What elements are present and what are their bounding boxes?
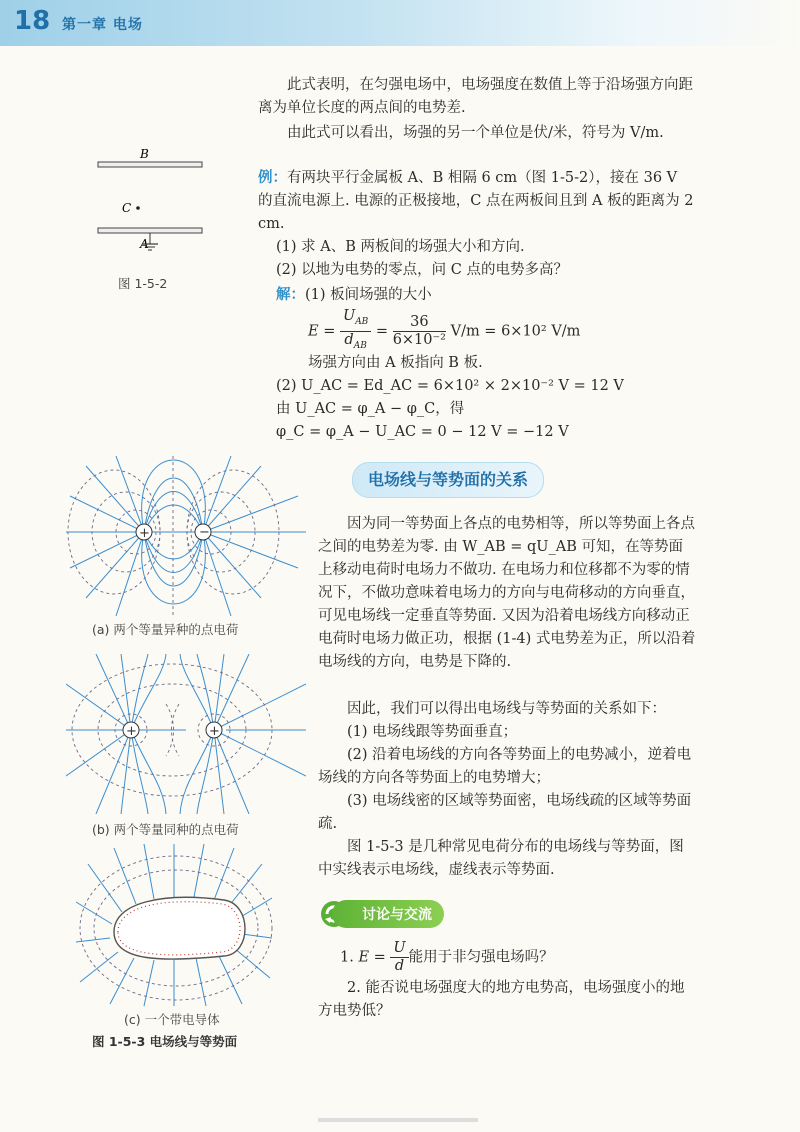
figure-c-caption: (c) 一个带电导体 — [124, 1012, 220, 1027]
section-paragraph-3: 图 1-5-3 是几种常见电荷分布的电场线与等势面，图中实线表示电场线，虚线表示等势面. — [318, 839, 684, 878]
equation-1 — [308, 308, 581, 351]
figure-b-caption: (b) 两个等量同种的点电荷 — [92, 822, 239, 837]
solution-direction: 场强方向由 A 板指向 B 板. — [308, 355, 483, 371]
frac2-denominator: 6×10⁻² — [392, 331, 446, 348]
example-body: 有两块平行金属板 A、B 相隔 6 cm（图 1-5-2），接在 36 V 的直流电源上. 电源的正极接地，C 点在两板间且到 A 板的距离为 2 cm. — [258, 170, 694, 232]
plate-b-label: B — [140, 147, 149, 161]
eq-lhs: E = — [308, 323, 336, 340]
relation-2: (2) 沿着电场线的方向各等势面上的电势减小，逆着电场线的方向各等势面上的电势增大； — [318, 747, 692, 786]
discussion-label: 讨论与交流 — [332, 900, 444, 928]
question-2: (2) 以地为电势的零点，问 C 点的电势多高？ — [276, 262, 568, 278]
section-title: 电场线与等势面的关系 — [367, 470, 528, 489]
page-number: 18 — [14, 6, 51, 36]
solution-part-1: (1) 板间场强的大小 — [305, 287, 432, 303]
frac-denominator: $d_{AB}$ — [344, 331, 367, 351]
figure-1-5-2-caption: 图 1-5-2 — [118, 276, 168, 291]
figure-a-caption: (a) 两个等量异种的点电荷 — [92, 622, 239, 637]
equipotentials-a — [68, 456, 279, 616]
plate-a — [98, 228, 202, 233]
svg-text:+: + — [126, 724, 137, 739]
footer-bar — [318, 1118, 478, 1122]
question-1: (1) 求 A、B 两板间的场强大小和方向. — [276, 239, 525, 255]
q1-number: 1. — [340, 949, 354, 966]
solution-label: 解： — [276, 286, 305, 303]
figure-charged-conductor — [74, 842, 274, 1007]
relation-3: (3) 电场线密的区域等势面密，电场线疏的区域等势面疏. — [318, 793, 692, 832]
eq-rhs: V/m = 6×10² V/m — [450, 323, 581, 340]
section-title-box — [352, 462, 544, 498]
discussion-q2: 2. 能否说电场强度大的地方电势高，电场强度小的地方电势低？ — [318, 980, 685, 1019]
solution-line-1 — [276, 283, 432, 307]
fraction-36-over-6 — [393, 314, 446, 349]
example-text — [258, 166, 694, 236]
q1-suffix: 能用于非匀强电场吗？ — [408, 949, 554, 966]
section-paragraph-1: 因为同一等势面上各点的电势相等，所以等势面上各点之间的电势差为零. 由 W_AB = qU_AB 可知，在等势面上移动电荷时电场力不做功. 在电场力和位移都不为零的情况下，不做功意味着电场力的方向与电荷移动的方向垂直，可见电场线一定垂直等势面. 又因为沿着电场线方向移动正电荷时电场力做正功，根据 (1-4) 式电势差为正，所以沿着电场线的方向，电势是下降的. — [318, 516, 696, 670]
plate-a-label: A — [140, 237, 149, 251]
conductor-body — [114, 897, 245, 959]
relation-1: (1) 电场线跟等势面垂直； — [347, 724, 518, 740]
frac2-numerator: 36 — [393, 314, 446, 332]
point-c-label: C — [122, 201, 132, 215]
solution-part-2c: φ_C = φ_A − U_AC = 0 − 12 V = −12 V — [276, 424, 569, 440]
chapter-title: 第一章 电场 — [62, 17, 143, 33]
discussion-q1 — [340, 940, 554, 976]
svg-text:+: + — [209, 724, 220, 739]
figure-opposite-charges — [66, 456, 306, 616]
figure-like-charges — [66, 654, 306, 814]
fraction-u-over-d — [340, 308, 371, 355]
svg-text:−: − — [199, 525, 210, 540]
point-c — [136, 206, 140, 210]
q1-fraction: $\frac{U}{d}$ — [390, 940, 408, 975]
eq-equals: = — [375, 323, 389, 340]
example-label: 例： — [258, 169, 287, 186]
svg-text:+: + — [139, 526, 150, 541]
plate-b — [98, 162, 202, 167]
intro-paragraph-2: 由此式可以看出，场强的另一个单位是伏/米，符号为 V/m. — [287, 125, 664, 141]
figure-1-5-3-caption: 图 1-5-3 电场线与等势面 — [92, 1034, 238, 1049]
figure-1-5-2 — [92, 140, 212, 275]
q1-lhs: E = — [358, 949, 386, 966]
frac-numerator: $U_{AB}$ — [340, 308, 371, 332]
solution-part-2: (2) U_AC = Ed_AC = 6×10² × 2×10⁻² V = 12 V — [276, 378, 624, 394]
intro-paragraph-1: 此式表明，在匀强电场中，电场强度在数值上等于沿场强方向距离为单位长度的两点间的电势差. — [258, 77, 693, 116]
solution-part-2b: 由 U_AC = φ_A − φ_C，得 — [276, 401, 465, 417]
field-lines-b — [66, 654, 306, 814]
section-paragraph-2: 因此，我们可以得出电场线与等势面的关系如下： — [347, 701, 666, 717]
